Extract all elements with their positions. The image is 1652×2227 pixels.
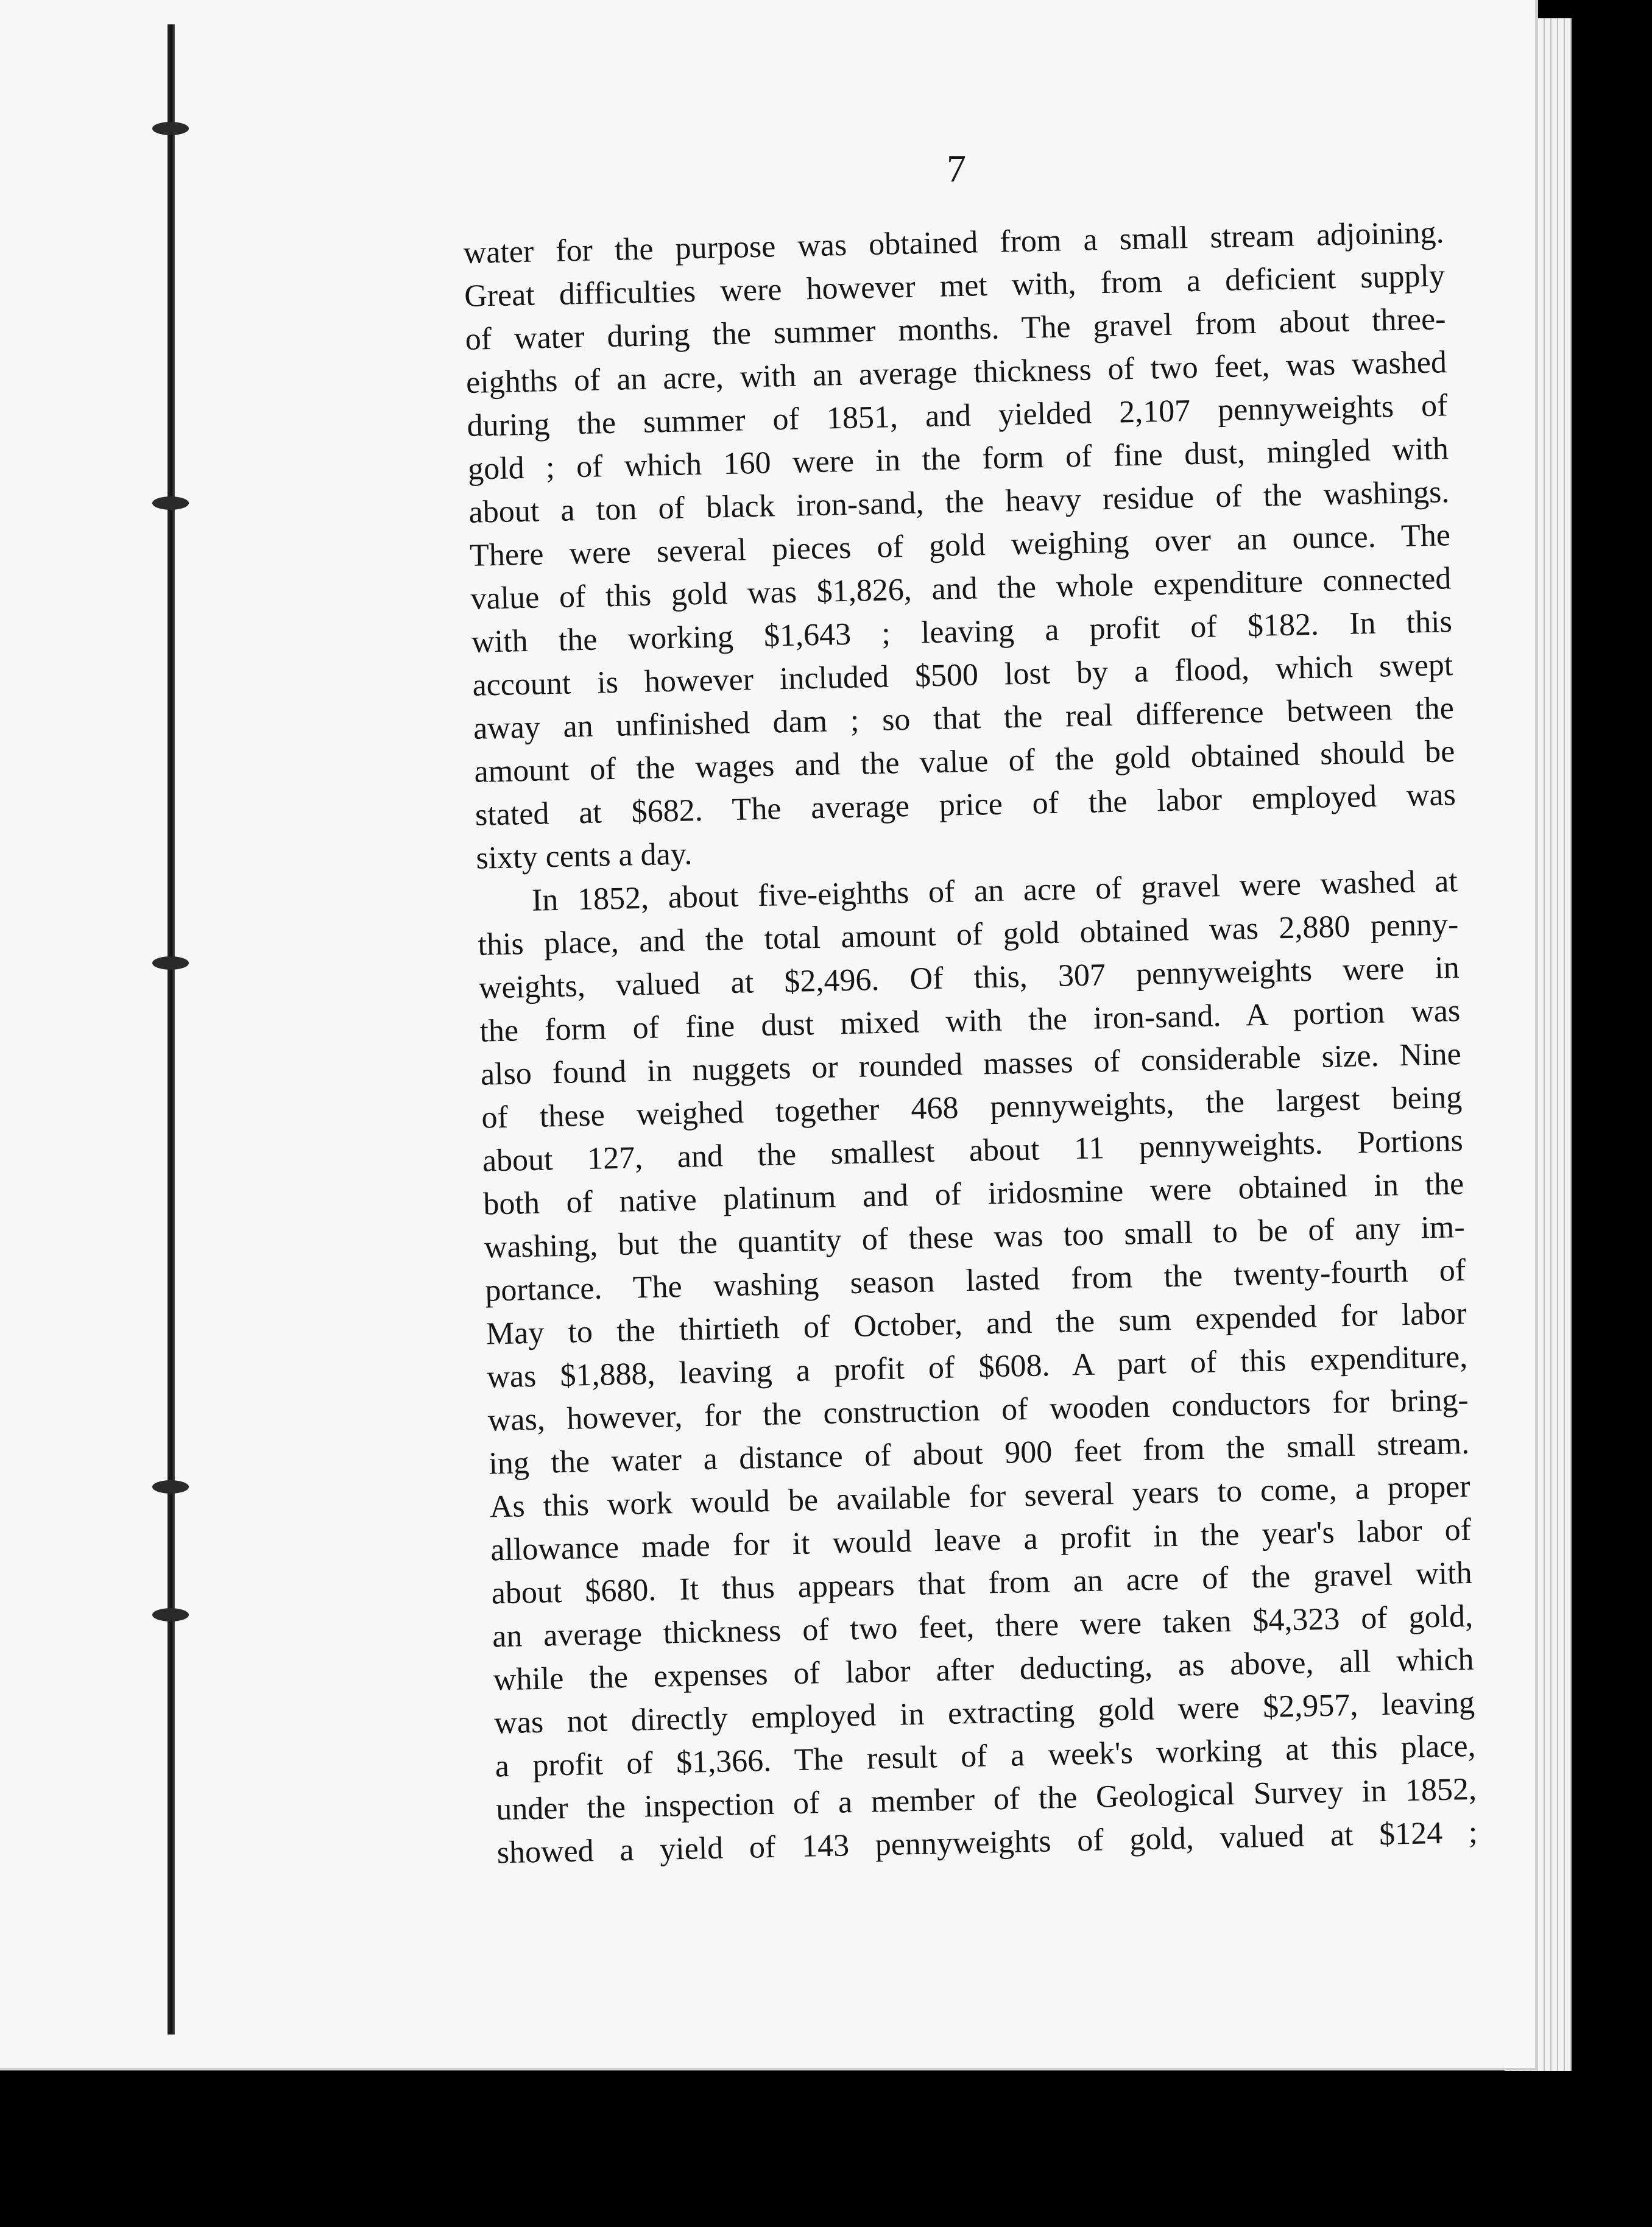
- text-line: away an unfinished dam ; so that the real difference between the: [473, 691, 1455, 746]
- text-line: ing the water a distance of about 900 feet from the small stream.: [488, 1425, 1470, 1481]
- text-line: both of native platinum and of iridosmine were obtained in the: [482, 1166, 1464, 1222]
- text-line: sixty cents a day.: [475, 836, 693, 876]
- text-line: a profit of $1,366. The result of a week's working at this place,: [495, 1728, 1477, 1784]
- text-line: also found in nuggets or rounded masses of considerable size. Nine: [480, 1036, 1462, 1092]
- text-line: under the inspection of a member of the Geological Survey in 1852,: [495, 1771, 1477, 1827]
- binding-stitch: [152, 1480, 189, 1494]
- text-line: stated at $682. The average price of the labor employed was: [475, 777, 1456, 833]
- text-line: weights, valued at $2,496. Of this, 307 pennyweights were in: [478, 950, 1460, 1006]
- text-line: water for the purpose was obtained from a small stream adjoining.: [463, 215, 1444, 270]
- text-line: of these weighed together 468 pennyweights, the largest being: [481, 1079, 1463, 1135]
- text-line: was $1,888, leaving a profit of $608. A part of this expenditure,: [486, 1339, 1468, 1395]
- text-line: As this work would be available for several years to come, a proper: [489, 1469, 1471, 1525]
- binding-stitch: [152, 956, 189, 970]
- binding-gutter: [168, 24, 175, 2035]
- text-line: with the working $1,643 ; leaving a profit of $182. In this: [471, 604, 1453, 660]
- text-line: allowance made for it would leave a profit in the year's labor of: [490, 1512, 1472, 1568]
- text-line: while the expenses of labor after deducting, as above, all which: [493, 1642, 1475, 1698]
- binding-stitch: [152, 122, 189, 135]
- binding-stitch: [152, 496, 189, 510]
- text-line: gold ; of which 160 were in the form of fine dust, mingled with: [467, 431, 1449, 487]
- binding-stitch: [152, 1608, 189, 1622]
- body-text: [463, 211, 1478, 1874]
- text-line: There were several pieces of gold weighing over an ounce. The: [469, 518, 1451, 573]
- text-line: was not directly employed in extracting gold were $2,957, leaving: [493, 1685, 1475, 1741]
- text-line: during the summer of 1851, and yielded 2,107 pennyweights of: [467, 388, 1448, 443]
- text-line: portance. The washing season lasted from the twenty-fourth of: [484, 1252, 1466, 1308]
- text-line: amount of the wages and the value of the gold obtained should be: [473, 734, 1455, 789]
- text-line: value of this gold was $1,826, and the whole expenditure connected: [470, 561, 1452, 616]
- text-line: about $680. It thus appears that from an acre of the gravel with: [491, 1555, 1473, 1611]
- text-line: was, however, for the construction of wooden conductors for bring-: [487, 1382, 1469, 1438]
- text-line: an average thickness of two feet, there were taken $4,323 of gold,: [492, 1598, 1474, 1654]
- text-line: washing, but the quantity of these was too small to be of any im-: [484, 1209, 1466, 1265]
- text-line: May to the thirtieth of October, and the sum expended for labor: [485, 1296, 1467, 1352]
- text-line: this place, and the total amount of gold obtained was 2,880 penny-: [477, 907, 1459, 962]
- text-line: of water during the summer months. The gravel from about three-: [465, 302, 1446, 357]
- text-line: eighths of an acre, with an average thickness of two feet, was washed: [465, 345, 1447, 400]
- text-line: Great difficulties were however met with, from a deficient supply: [464, 258, 1446, 314]
- text-line: account is however included $500 lost by a flood, which swept: [472, 648, 1453, 703]
- page-number: 7: [947, 147, 966, 190]
- text-line: about 127, and the smallest about 11 pennyweights. Portions: [482, 1123, 1464, 1179]
- text-line: showed a yield of 143 pennyweights of gold, valued at $124 ;: [496, 1815, 1478, 1871]
- text-line: about a ton of black iron-sand, the heavy residue of the washings.: [468, 475, 1450, 530]
- paragraph-start-line: In 1852, about five-eighths of an acre of gravel were washed at: [531, 864, 1458, 918]
- text-line: the form of fine dust mixed with the iron-sand. A portion was: [479, 994, 1461, 1049]
